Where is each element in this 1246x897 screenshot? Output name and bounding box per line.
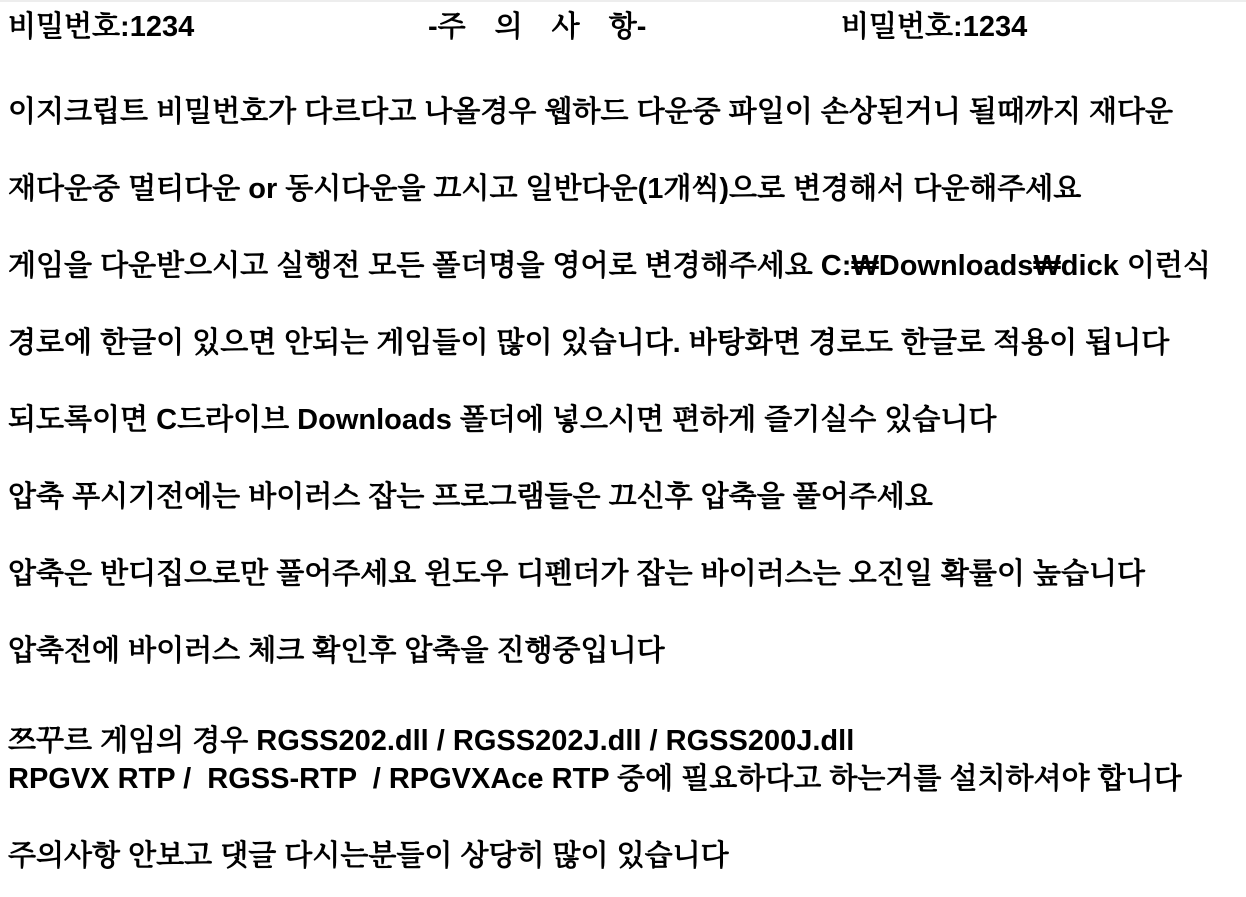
notice-line-no-korean-path: 경로에 한글이 있으면 안되는 게임들이 많이 있습니다. 바탕화면 경로도 한글로 적용이 됩니다 <box>8 327 1170 359</box>
page-title: -주 의 사 항- <box>428 11 647 43</box>
notice-line-rgss-dll: 쯔꾸르 게임의 경우 RGSS202.dll / RGSS202J.dll / RGSS200J.dll <box>8 725 855 757</box>
password-right: 비밀번호:1234 <box>841 11 1028 43</box>
notice-line-read-warning: 주의사항 안보고 댓글 다시는분들이 상당히 많이 있습니다 <box>8 840 729 872</box>
notice-body <box>0 93 1246 875</box>
notice-line-virus-checked: 압축전에 바이러스 체크 확인후 압축을 진행중입니다 <box>8 635 665 667</box>
notice-line-redownload-single: 재다운중 멀티다운 or 동시다운을 끄시고 일반다운(1개씩)으로 변경해서 다운해주세요 <box>8 173 1082 205</box>
notice-line-rtp-install: RPGVX RTP / RGSS-RTP / RPGVXAce RTP 중에 필요하다고 하는거를 설치하셔야 합니다 <box>8 763 1182 795</box>
notice-line-bandizip-only: 압축은 반디집으로만 풀어주세요 윈도우 디펜더가 잡는 바이러스는 오진일 확률이 높습니다 <box>8 558 1146 590</box>
rpg-maker-note <box>8 722 1246 798</box>
header-row <box>0 0 1246 46</box>
notice-line-downloads-folder: 되도록이면 C드라이브 Downloads 폴더에 넣으시면 편하게 즐기실수 있습니다 <box>8 404 997 436</box>
password-left: 비밀번호:1234 <box>8 11 195 43</box>
notice-line-disable-antivirus: 압축 푸시기전에는 바이러스 잡는 프로그램들은 끄신후 압축을 풀어주세요 <box>8 481 933 513</box>
notice-line-rename-folders: 게임을 다운받으시고 실행전 모든 폴더명을 영어로 변경해주세요 C:₩Downloads₩dick 이런식 <box>8 250 1211 282</box>
notice-line-ezcrypt-password: 이지크립트 비밀번호가 다르다고 나올경우 웹하드 다운중 파일이 손상된거니 될때까지 재다운 <box>8 96 1174 128</box>
